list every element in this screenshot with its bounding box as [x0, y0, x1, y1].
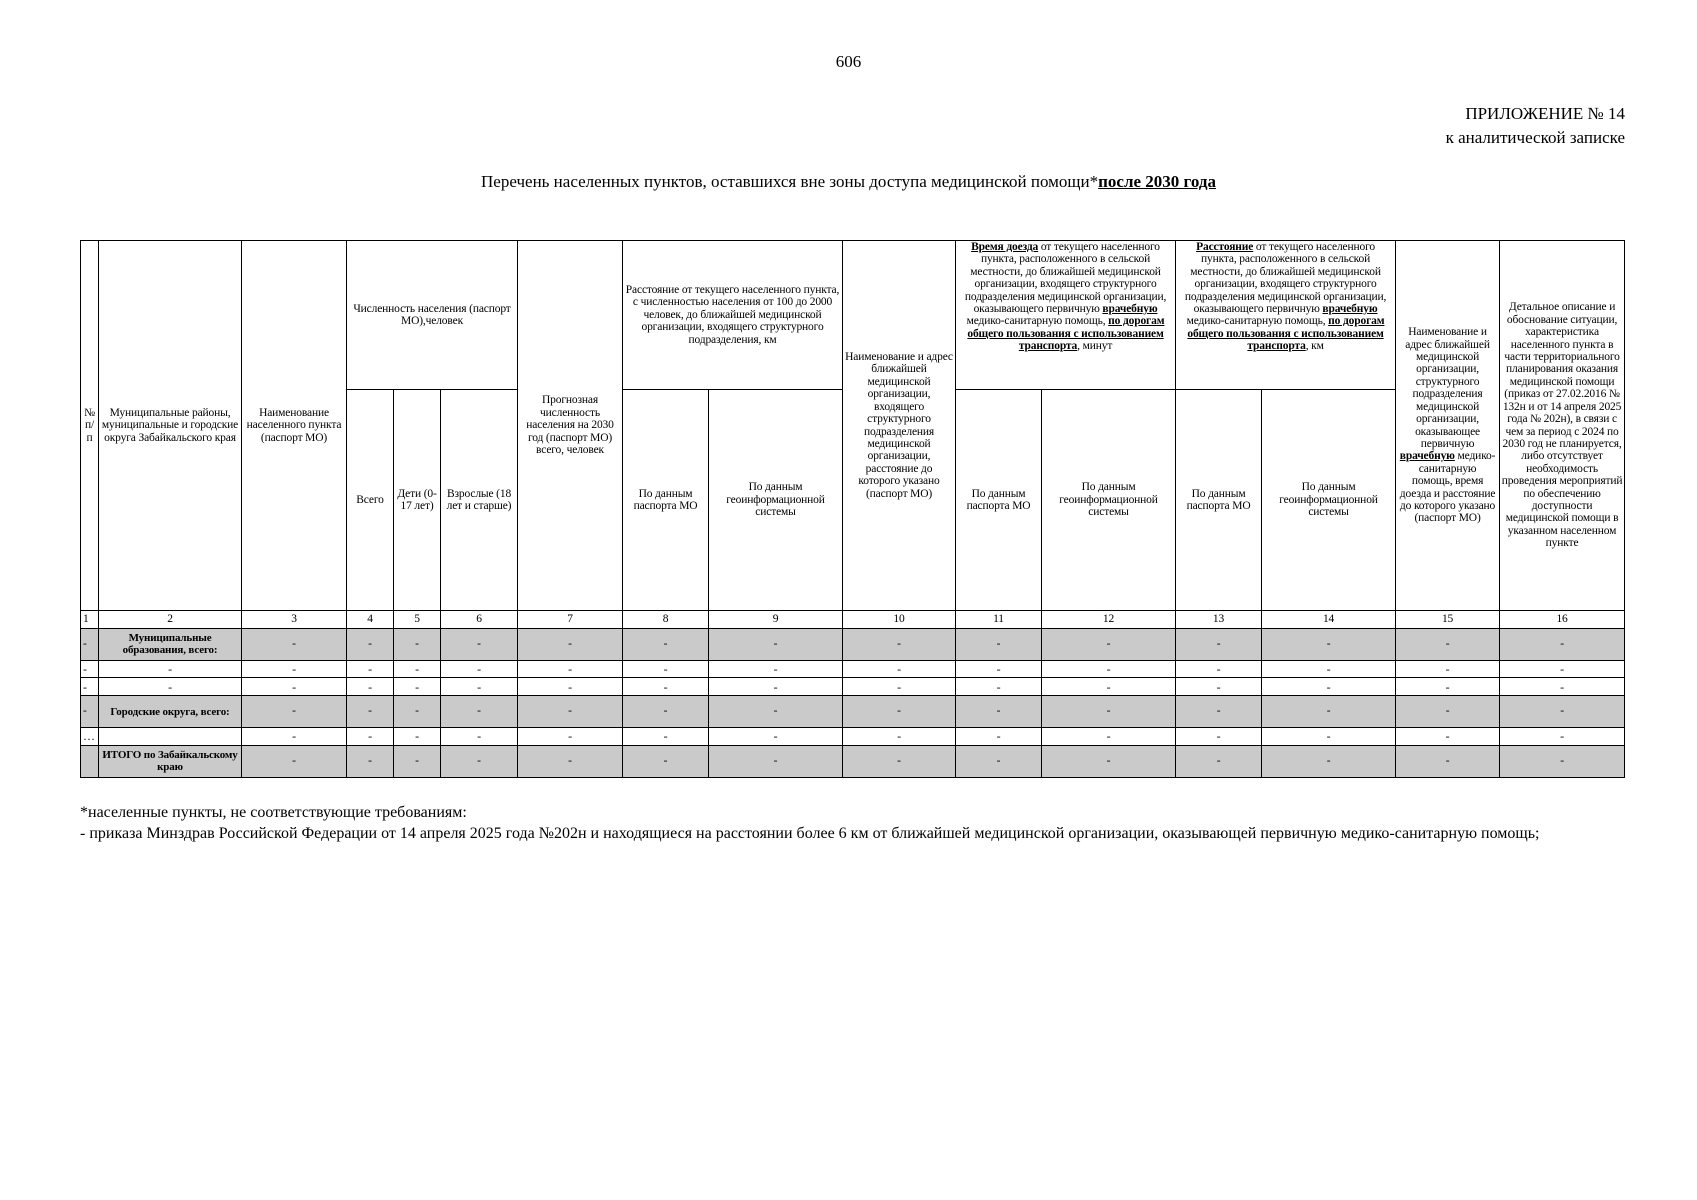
- table-row: [81, 678, 1625, 696]
- table-cell: -: [843, 745, 956, 777]
- summary-row: [81, 628, 1625, 660]
- column-numbers-row: [81, 611, 1625, 629]
- table-cell: -: [1176, 628, 1262, 660]
- column-number-cell: 7: [518, 611, 623, 629]
- table-cell: -: [843, 696, 956, 728]
- column-number-cell: 14: [1262, 611, 1396, 629]
- page-number: 606: [835, 52, 862, 71]
- table-cell: [81, 745, 99, 777]
- row-label-cell: Муниципальные образования, всего:: [99, 628, 242, 660]
- column-number-cell: 5: [394, 611, 441, 629]
- header-nearest-mo-primary: Наименование и адрес ближайшей медицинской организации, структурного подразделения медицинской организации, оказывающее первичную врачебную медико-санитарную помощь, время доезда и расстояние до которого указано (паспорт МО): [1396, 241, 1500, 611]
- row-label-cell: Городские округа, всего:: [99, 696, 242, 728]
- table-cell: -: [347, 660, 394, 678]
- table-cell: -: [1176, 678, 1262, 696]
- table-cell: -: [956, 678, 1042, 696]
- table-cell: -: [709, 696, 843, 728]
- column-number-cell: 3: [242, 611, 347, 629]
- table-cell: -: [518, 628, 623, 660]
- header-population-total: Всего: [347, 390, 394, 611]
- table-cell: -: [518, 696, 623, 728]
- header-travel-time-group: Время доезда от текущего населенного пункта, расположенного в сельской местности, до ближайшей медицинской организации, входящего структурного подразделения медицинской организации, оказывающего первичную врачебную медико-санитарную помощь, по дорогам общего пользования с использованием транспорта, минут: [956, 241, 1176, 390]
- column-number-cell: 12: [1042, 611, 1176, 629]
- table-cell: -: [347, 628, 394, 660]
- table-cell: -: [956, 660, 1042, 678]
- table-cell: -: [394, 660, 441, 678]
- table-cell: -: [1500, 628, 1625, 660]
- summary-row: [81, 696, 1625, 728]
- table-cell: -: [347, 696, 394, 728]
- column-number-cell: 2: [99, 611, 242, 629]
- row-label-cell: [99, 728, 242, 746]
- header-distance-group: Расстояние от текущего населенного пункта, с численностью населения от 100 до 2000 человек, до ближайшей медицинской организации, входящего структурного подразделения, км: [623, 241, 843, 390]
- table-row: [81, 660, 1625, 678]
- table-cell: -: [1176, 660, 1262, 678]
- table-cell: -: [1262, 660, 1396, 678]
- header-distance-passport: По данным паспорта МО: [623, 390, 709, 611]
- row-label-cell: -: [99, 660, 242, 678]
- table-cell: -: [623, 660, 709, 678]
- table-cell: -: [1176, 696, 1262, 728]
- header-time-gis: По данным геоинформационной системы: [1042, 390, 1176, 611]
- table-cell: -: [518, 660, 623, 678]
- column-number-cell: 11: [956, 611, 1042, 629]
- table-cell: …: [81, 728, 99, 746]
- table-cell: -: [242, 678, 347, 696]
- column-number-cell: 6: [441, 611, 518, 629]
- table-cell: -: [1500, 728, 1625, 746]
- table-cell: -: [242, 728, 347, 746]
- header-distance-gis: По данным геоинформационной системы: [709, 390, 843, 611]
- table-cell: -: [1262, 728, 1396, 746]
- table-cell: -: [1176, 728, 1262, 746]
- table-cell: -: [1396, 678, 1500, 696]
- table-cell: -: [81, 696, 99, 728]
- table-row: [81, 728, 1625, 746]
- table-cell: -: [242, 660, 347, 678]
- table-cell: -: [394, 745, 441, 777]
- table-cell: -: [1042, 628, 1176, 660]
- table-cell: -: [709, 628, 843, 660]
- appendix-line-1: ПРИЛОЖЕНИЕ № 14: [1465, 104, 1625, 123]
- header-road-passport: По данным паспорта МО: [1176, 390, 1262, 611]
- table-cell: -: [518, 728, 623, 746]
- column-number-cell: 1: [81, 611, 99, 629]
- table-cell: -: [394, 728, 441, 746]
- header-row-1: [81, 241, 1625, 390]
- table-cell: -: [394, 696, 441, 728]
- table-cell: -: [1396, 728, 1500, 746]
- footnote: [80, 802, 1624, 844]
- appendix-label: [1446, 102, 1625, 150]
- header-population-group: Численность населения (паспорт МО),человек: [347, 241, 518, 390]
- table-cell: -: [623, 728, 709, 746]
- row-label-cell: -: [99, 678, 242, 696]
- header-settlement-name: Наименование населенного пункта (паспорт МО): [242, 241, 347, 611]
- table-cell: -: [1396, 628, 1500, 660]
- table-cell: -: [1262, 745, 1396, 777]
- table-cell: -: [1500, 745, 1625, 777]
- column-number-cell: 8: [623, 611, 709, 629]
- settlements-table: [80, 240, 1625, 778]
- table-cell: -: [347, 728, 394, 746]
- table-cell: -: [956, 628, 1042, 660]
- table-cell: -: [843, 628, 956, 660]
- table-cell: -: [1500, 678, 1625, 696]
- column-number-cell: 15: [1396, 611, 1500, 629]
- table-cell: -: [1396, 745, 1500, 777]
- document-title-main: Перечень населенных пунктов, оставшихся вне зоны доступа медицинской помощи*: [481, 172, 1099, 191]
- table-cell: -: [441, 678, 518, 696]
- table-cell: -: [623, 696, 709, 728]
- table-cell: -: [1262, 678, 1396, 696]
- header-population-adults: Взрослые (18 лет и старше): [441, 390, 518, 611]
- column-number-cell: 10: [843, 611, 956, 629]
- document-title-emphasis: после 2030 года: [1098, 172, 1216, 191]
- table-cell: -: [242, 628, 347, 660]
- table-cell: -: [1396, 660, 1500, 678]
- table-cell: -: [843, 678, 956, 696]
- table-cell: -: [956, 728, 1042, 746]
- table-cell: -: [709, 728, 843, 746]
- table-cell: -: [956, 745, 1042, 777]
- footnote-line-2: - приказа Минздрав Российской Федерации от 14 апреля 2025 года №202н и находящиеся на расстоянии более 6 км от ближайшей медицинской организации, оказывающей первичную медико-санитарную помощь;: [80, 825, 1540, 842]
- table-cell: -: [843, 660, 956, 678]
- row-label-cell: ИТОГО по Забайкальскому краю: [99, 745, 242, 777]
- header-road-distance-group: Расстояние от текущего населенного пункта, расположенного в сельской местности, до ближайшей медицинской организации, входящего структурного подразделения медицинской организации, оказывающего первичную врачебную медико-санитарную помощь, по дорогам общего пользования с использованием транспорта, км: [1176, 241, 1396, 390]
- table-cell: -: [1042, 696, 1176, 728]
- table-cell: -: [242, 696, 347, 728]
- column-number-cell: 4: [347, 611, 394, 629]
- table-cell: -: [709, 678, 843, 696]
- table-cell: -: [347, 745, 394, 777]
- table-cell: -: [242, 745, 347, 777]
- column-number-cell: 16: [1500, 611, 1625, 629]
- document-title: [0, 172, 1697, 192]
- summary-row: [81, 745, 1625, 777]
- table-cell: -: [518, 745, 623, 777]
- table-cell: -: [1262, 696, 1396, 728]
- table-cell: -: [394, 678, 441, 696]
- table-cell: -: [347, 678, 394, 696]
- appendix-line-2: к аналитической записке: [1445, 128, 1625, 147]
- header-nearest-mo: Наименование и адрес ближайшей медицинской организации, входящего структурного подразделения медицинской организации, расстояние до которого указано (паспорт МО): [843, 241, 956, 611]
- table-cell: -: [81, 678, 99, 696]
- table-cell: -: [1396, 696, 1500, 728]
- table-cell: -: [623, 628, 709, 660]
- table-cell: -: [1176, 745, 1262, 777]
- header-road-gis: По данным геоинформационной системы: [1262, 390, 1396, 611]
- header-description: Детальное описание и обоснование ситуации, характеристика населенного пункта в части территориального планирования оказания медицинской помощи (приказ от 27.02.2016 № 132н и от 14 апреля 2025 года № 202н), в связи с чем за период с 2024 по 2030 год не планируется, либо отсутствует необходимость проведения мероприятий по обеспечению доступности медицинской помощи в указанном населенном пункте: [1500, 241, 1625, 611]
- header-population-children: Дети (0-17 лет): [394, 390, 441, 611]
- table-cell: -: [441, 660, 518, 678]
- table-cell: -: [441, 628, 518, 660]
- table-cell: -: [1042, 660, 1176, 678]
- table-cell: -: [441, 728, 518, 746]
- table-cell: -: [623, 678, 709, 696]
- header-districts: Муниципальные районы, муниципальные и городские округа Забайкальского края: [99, 241, 242, 611]
- table-cell: -: [1042, 678, 1176, 696]
- header-time-passport: По данным паспорта МО: [956, 390, 1042, 611]
- table-cell: -: [81, 628, 99, 660]
- table-cell: -: [441, 696, 518, 728]
- table-cell: -: [518, 678, 623, 696]
- table-cell: -: [441, 745, 518, 777]
- column-number-cell: 9: [709, 611, 843, 629]
- table-cell: -: [709, 745, 843, 777]
- table-cell: -: [81, 660, 99, 678]
- table-cell: -: [843, 728, 956, 746]
- table-cell: -: [1500, 660, 1625, 678]
- table-cell: -: [1042, 728, 1176, 746]
- footnote-line-1: *населенные пункты, не соответствующие требованиям:: [80, 804, 467, 821]
- table-cell: -: [1262, 628, 1396, 660]
- table-cell: -: [394, 628, 441, 660]
- table-cell: -: [709, 660, 843, 678]
- table-cell: -: [956, 696, 1042, 728]
- table-cell: -: [1042, 745, 1176, 777]
- table-cell: -: [623, 745, 709, 777]
- column-number-cell: 13: [1176, 611, 1262, 629]
- table-cell: -: [1500, 696, 1625, 728]
- header-num: № п/п: [81, 241, 99, 611]
- header-forecast-2030: Прогнозная численность населения на 2030 год (паспорт МО) всего, человек: [518, 241, 623, 611]
